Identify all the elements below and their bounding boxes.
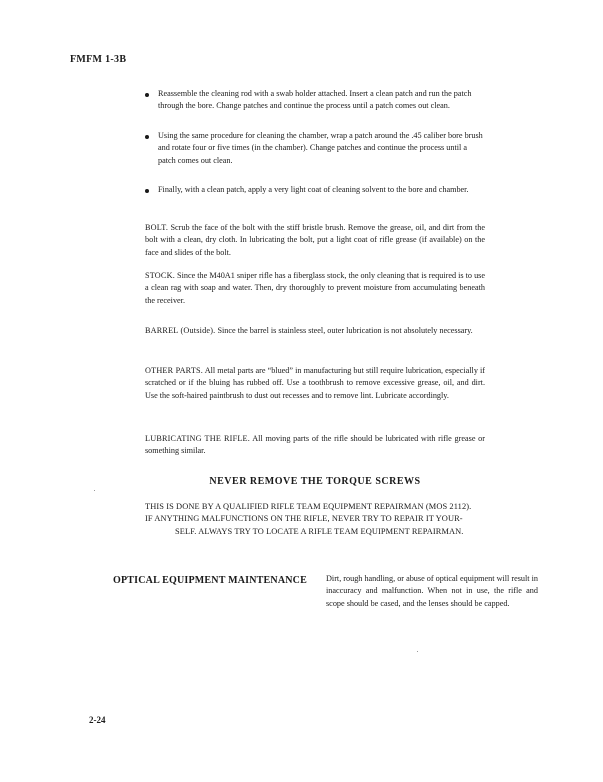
list-item xyxy=(145,88,485,113)
cleaning-steps-list xyxy=(145,88,485,213)
bolt-paragraph xyxy=(145,222,485,259)
bolt-text: Scrub the face of the bolt with the stiff bristle brush. Remove the grease, oil, and dirt from the bolt with a clean, dry cloth. In lubricating the bolt, put a light coat of rifle grease (if available) on the face and slides of the bolt. xyxy=(145,223,485,257)
page-number: 2-24 xyxy=(89,715,106,725)
bullet-icon xyxy=(145,93,149,97)
document-id-header: FMFM 1-3B xyxy=(70,54,127,65)
barrel-text: Since the barrel is stainless steel, outer lubrication is not absolutely necessary. xyxy=(215,326,473,335)
torque-screws-warning-title: NEVER REMOVE THE TORQUE SCREWS xyxy=(209,476,421,487)
bolt-heading: BOLT. xyxy=(145,223,169,232)
scan-speck xyxy=(417,651,418,652)
stock-paragraph xyxy=(145,270,485,307)
other-parts-text: All metal parts are “blued” in manufacturing but still require lubrication, especially if scratched or if the bluing has rubbed off. Use a toothbrush to remove excessive grease, oil, and dirt. Use the soft-haired paintbrush to dust out recesses and to remove lint. Lubricate accordingly. xyxy=(145,366,485,400)
torque-screws-warning xyxy=(145,501,495,538)
bullet-icon xyxy=(145,135,149,139)
lubricating-text: All moving parts of the rifle should be lubricated with rifle grease or something similar. xyxy=(145,434,485,456)
list-item xyxy=(145,184,485,196)
list-item-text: Using the same procedure for cleaning the chamber, wrap a patch around the .45 caliber bore brush and rotate four or five times (in the chamber). Change patches and continue the process until a patch comes out clean. xyxy=(158,130,483,165)
optical-maintenance-heading: OPTICAL EQUIPMENT MAINTENANCE xyxy=(113,575,307,586)
bullet-icon xyxy=(145,189,149,193)
scan-speck xyxy=(94,490,95,491)
barrel-paragraph xyxy=(145,325,485,337)
list-item xyxy=(145,130,485,167)
warning-line: IF ANYTHING MALFUNCTIONS ON THE RIFLE, NEVER TRY TO REPAIR IT YOUR- xyxy=(145,514,463,524)
lubricating-heading: LUBRICATING THE RIFLE. xyxy=(145,434,250,443)
other-parts-heading: OTHER PARTS. xyxy=(145,366,204,375)
barrel-heading: BARREL (Outside). xyxy=(145,326,216,335)
list-item-text: Finally, with a clean patch, apply a very light coat of cleaning solvent to the bore and chamber. xyxy=(158,185,469,195)
list-item-text: Reassemble the cleaning rod with a swab holder attached. Insert a clean patch and run the patch through the bore. Change patches and continue the process until a patch comes out clean. xyxy=(158,89,472,111)
optical-maintenance-text: Dirt, rough handling, or abuse of optical equipment will result in inaccuracy and malfunction. When not in use, the rifle and scope should be cased, and the lenses should be capped. xyxy=(326,574,538,608)
other-parts-paragraph xyxy=(145,365,485,402)
lubricating-paragraph xyxy=(145,433,485,458)
stock-heading: STOCK. xyxy=(145,271,175,280)
warning-line: THIS IS DONE BY A QUALIFIED RIFLE TEAM EQUIPMENT REPAIRMAN (MOS 2112). xyxy=(145,502,472,511)
stock-text: Since the M40A1 sniper rifle has a fiberglass stock, the only cleaning that is required is to use a clean rag with soap and water. Then, dry thoroughly to prevent moisture from accumulating beneath the receiver. xyxy=(145,271,485,305)
warning-line: SELF. ALWAYS TRY TO LOCATE A RIFLE TEAM EQUIPMENT REPAIRMAN. xyxy=(175,526,464,536)
